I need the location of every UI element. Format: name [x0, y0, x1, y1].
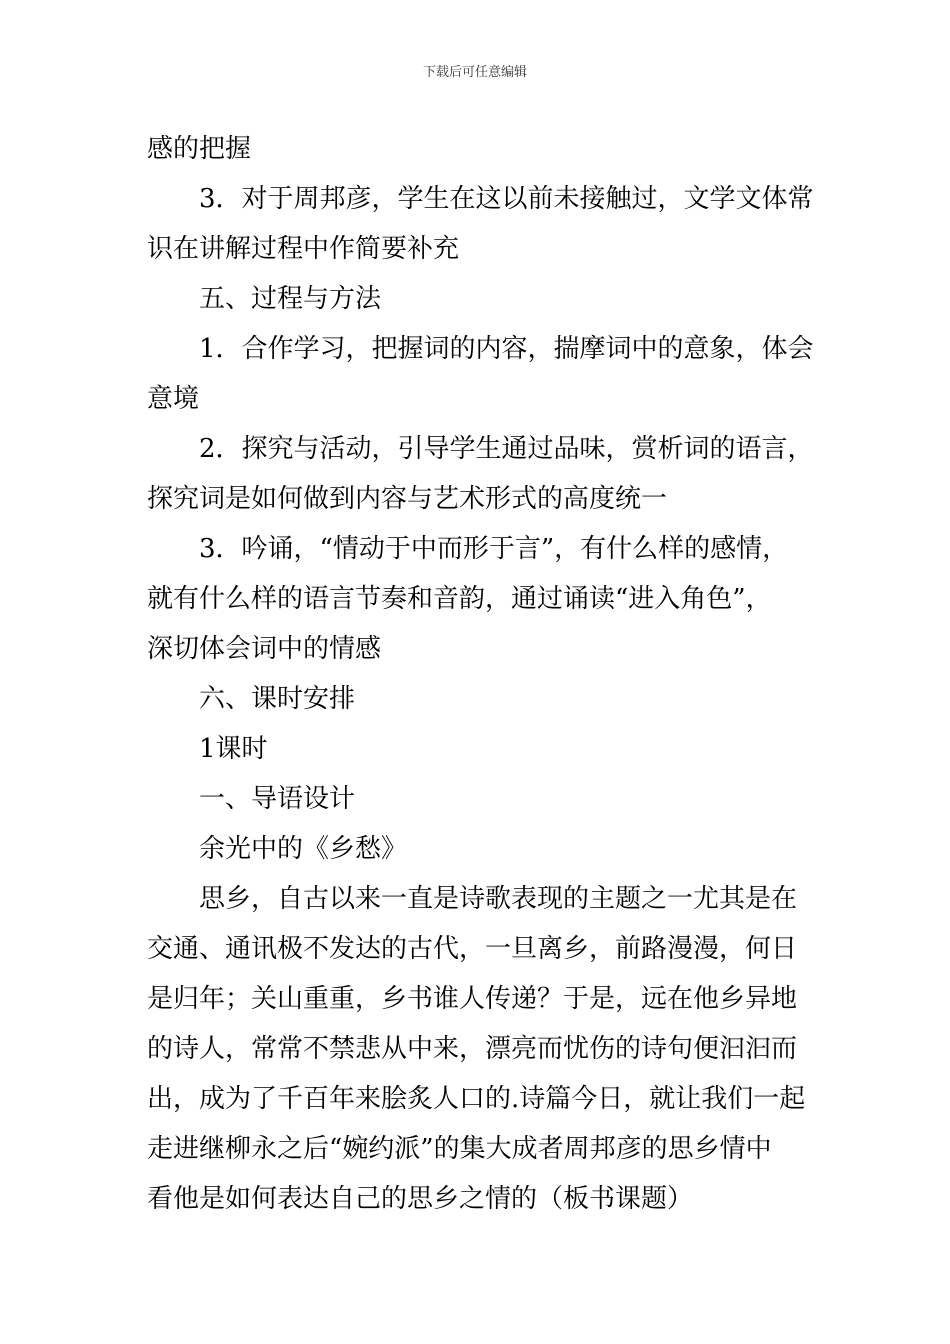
text-line: 深切体会词中的情感	[147, 634, 382, 664]
text-line: 3．对于周邦彦，学生在这以前未接触过，文学文体常	[199, 184, 814, 214]
text-line: 六、课时安排	[199, 684, 356, 714]
text-line: 探究词是如何做到内容与艺术形式的高度统一	[147, 484, 668, 514]
text-line: 看他是如何表达自己的思乡之情的（板书课题）	[147, 1184, 694, 1214]
page-header: 下载后可任意编辑	[422, 65, 527, 80]
text-line: 是归年；关山重重，乡书谁人传递？于是，远在他乡异地	[147, 984, 798, 1014]
text-line: 就有什么样的语言节奏和音韵，通过诵读“进入角色”，	[147, 584, 772, 614]
text-line: 感的把握	[147, 134, 252, 164]
text-line: 一、导语设计	[199, 784, 356, 814]
text-line: 1．合作学习，把握词的内容，揣摩词中的意象，体会	[199, 334, 814, 364]
text-line: 出，成为了千百年来脍炙人口的.诗篇今日，就让我们一起	[147, 1084, 806, 1114]
text-line: 意境	[147, 384, 200, 414]
text-line: 走进继柳永之后“婉约派”的集大成者周邦彦的思乡情中	[147, 1134, 772, 1164]
text-line: 3．吟诵，“情动于中而形于言”，有什么样的感情，	[199, 534, 789, 564]
text-line: 余光中的《乡愁》	[199, 834, 408, 864]
text-line: 识在讲解过程中作简要补充	[147, 234, 460, 264]
text-line: 的诗人，常常不禁悲从中来，漂亮而忧伤的诗句便汩汩而	[147, 1034, 798, 1064]
document-body	[147, 124, 812, 1224]
text-line: 1课时	[199, 734, 268, 764]
text-line: 交通、通讯极不发达的古代，一旦离乡，前路漫漫，何日	[147, 934, 798, 964]
text-line: 思乡，自古以来一直是诗歌表现的主题之一尤其是在	[199, 884, 798, 914]
text-line: 2．探究与活动，引导学生通过品味，赏析词的语言，	[199, 434, 814, 464]
text-line: 五、过程与方法	[199, 284, 382, 314]
